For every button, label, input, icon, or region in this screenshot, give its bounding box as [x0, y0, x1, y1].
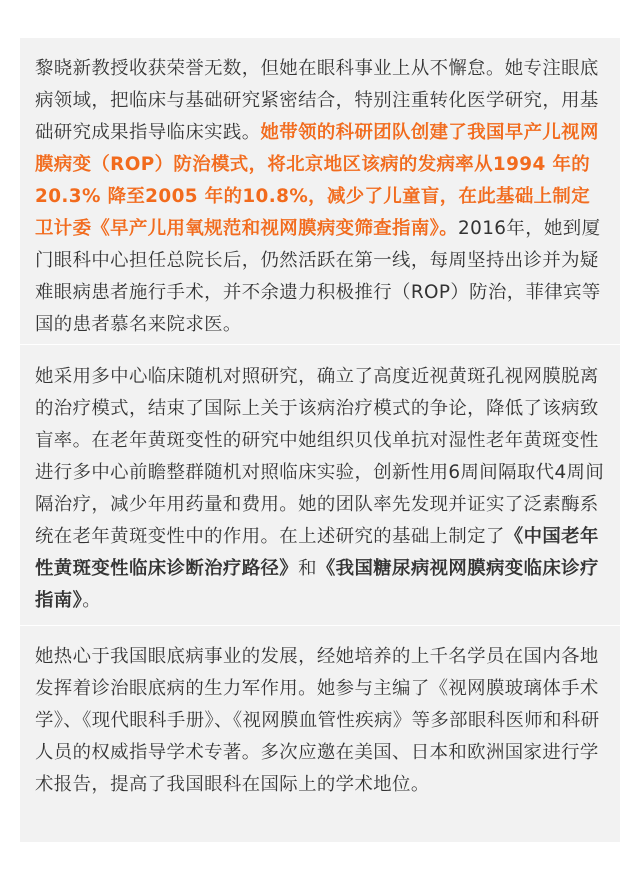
paragraph-3: 她热心于我国眼底病事业的发展，经她培养的上千名学员在国内各地发挥着诊治眼底病的生力军作用。她参与主编了《视网膜玻璃体手术学》、《现代眼科手册》、《视网膜血管性疾病》等多部眼科医师和科研人员的权威指导学术专著。多次应邀在美国、日本和欧洲国家进行学术报告，提高了我国眼科在国际上的学术地位。 — [35, 646, 600, 795]
paragraph-1-highlight: 她带领的科研团队创建了我国早产儿视网膜病变（ROP）防治模式，将北京地区该病的发病率从1994 年的20.3% 降至2005 年的10.8%，减少了儿童盲，在此基础上制定卫计委《早产儿用氧规范和视网膜病变筛查指南》。 — [35, 122, 599, 239]
guideline-title-amd: 《中国老年性黄斑变性临床诊断治疗路径》 — [35, 526, 599, 579]
paragraph-2 — [35, 361, 605, 617]
paragraph-card-2 — [20, 345, 620, 625]
paragraph-2-body: 她采用多中心临床随机对照研究，确立了高度近视黄斑孔视网膜脱离的治疗模式，结束了国际上关于该病治疗模式的争论，降低了该病致盲率。在老年黄斑变性的研究中她组织贝伐单抗对湿性老年黄斑变性进行多中心前瞻整群随机对照临床实验，创新性用6周间隔取代4周间隔治疗，减少年用药量和费用。她的团队率先发现并证实了泛素酶系统在老年黄斑变性中的作用。在上述研究的基础上制定了 — [35, 366, 605, 547]
paragraph-2-end: 。 — [82, 590, 101, 611]
paragraph-card-3 — [20, 626, 620, 842]
paragraph-2-conjunction: 和 — [298, 558, 317, 579]
paragraph-1-outro: 2016年，她到厦门眼科中心担任总院长后，仍然活跃在第一线，每周坚持出诊并为疑难眼病患者施行手术，并不余遗力积极推行（ROP）防治，菲律宾等国的患者慕名来院求医。 — [35, 218, 601, 335]
paragraph-1 — [35, 53, 605, 341]
guideline-title-diabetic-retinopathy: 《我国糖尿病视网膜病变临床诊疗指南》 — [35, 558, 599, 611]
paragraph-1-intro: 黎晓新教授收获荣誉无数，但她在眼科事业上从不懈怠。她专注眼底病领域，把临床与基础研究紧密结合，特别注重转化医学研究，用基础研究成果指导临床实践。 — [35, 58, 599, 143]
paragraph-card-1 — [20, 38, 620, 344]
